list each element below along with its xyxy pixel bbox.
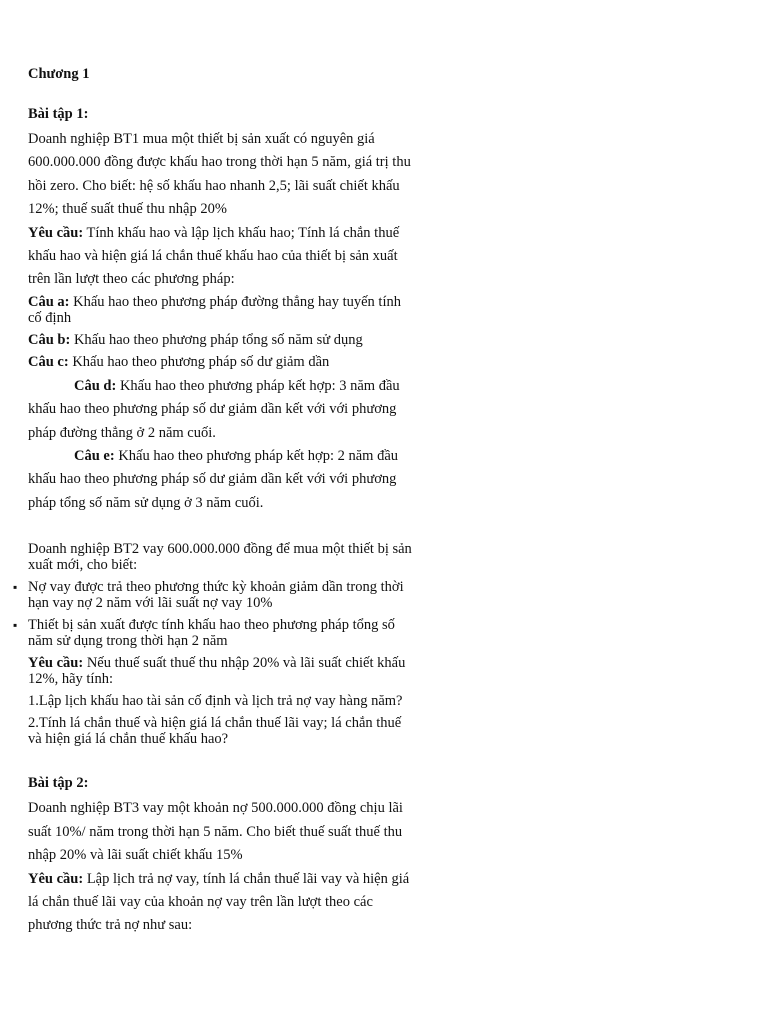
requirement-label: Yêu cầu: (28, 224, 84, 241)
exercise-2-requirement (28, 868, 418, 938)
bt2-item-1: 1.Lập lịch khấu hao tài sản cố định và lịch trả nợ vay hàng năm? (28, 693, 403, 710)
requirement-text: Tính khấu hao và lập lịch khấu hao; Tính lá chắn thuế khấu hao và hiện giá lá chắn thuế khấu hao của thiết bị sản xuất trên lần lượt theo các phương pháp: (28, 224, 400, 288)
question-d-label: Câu d: (74, 377, 117, 394)
question-a-text: Khấu hao theo phương pháp đường thẳng hay tuyến tính cố định (28, 293, 401, 326)
requirement-label: Yêu cầu: (28, 655, 84, 672)
bullet-icon: ▪ (13, 618, 18, 633)
bt2-bullet-2 (13, 617, 418, 650)
question-e-label: Câu e: (74, 448, 115, 465)
question-b (28, 332, 418, 348)
bt2-bullet-1-text: Nợ vay được trả theo phương thức kỳ khoản giảm dần trong thời hạn vay nợ 2 năm với lãi suất nợ vay 10% (28, 579, 404, 612)
exercise-1-intro: Doanh nghiệp BT1 mua một thiết bị sản xuất có nguyên giá 600.000.000 đồng được khấu hao trong thời hạn 5 năm, giá trị thu hồi zero. Cho biết: hệ số khấu hao nhanh 2,5; lãi suất chiết khấu 12%; thuế suất thuế thu nhập 20% (28, 131, 411, 218)
requirement-text: Nếu thuế suất thuế thu nhập 20% và lãi suất chiết khấu 12%, hãy tính: (28, 655, 406, 688)
document-page (13, 64, 418, 938)
bt2-bullet-1 (13, 579, 418, 612)
question-e (28, 445, 418, 515)
bullet-icon: ▪ (13, 580, 18, 595)
requirement-label: Yêu cầu: (28, 870, 84, 887)
bt2-item-2: 2.Tính lá chắn thuế và hiện giá lá chắn thuế lãi vay; lá chắn thuế và hiện giá lá chắn thuế khấu hao? (28, 715, 402, 748)
bt2-bullet-2-text: Thiết bị sản xuất được tính khấu hao theo phương pháp tổng số năm sử dụng trong thời hạn 2 năm (28, 617, 395, 650)
question-c (28, 354, 418, 370)
exercise-1-title: Bài tập 1: (28, 106, 89, 122)
exercise-2-intro: Doanh nghiệp BT3 vay một khoản nợ 500.000.000 đồng chịu lãi suất 10%/ năm trong thời hạn 5 năm. Cho biết thuế suất thuế thu nhập 20% và lãi suất chiết khấu 15% (28, 800, 403, 864)
question-b-text: Khấu hao theo phương pháp tổng số năm sử dụng (70, 331, 363, 348)
question-d-text: Khấu hao theo phương pháp kết hợp: 3 năm đầu khấu hao theo phương pháp số dư giảm dần kết với với phương pháp đường thẳng ở 2 năm cuối. (28, 377, 400, 441)
chapter-title: Chương 1 (28, 66, 90, 82)
requirement-text: Lập lịch trả nợ vay, tính lá chắn thuế lãi vay và hiện giá lá chắn thuế lãi vay của khoản nợ vay trên lần lượt theo các phương thức trả nợ như sau: (28, 870, 410, 934)
question-a-label: Câu a: (28, 293, 70, 310)
exercise-2-title: Bài tập 2: (28, 775, 89, 792)
question-c-label: Câu c: (28, 353, 69, 370)
question-e-text: Khấu hao theo phương pháp kết hợp: 2 năm đầu khấu hao theo phương pháp số dư giảm dần kết với với phương pháp tổng số năm sử dụng ở 3 năm cuối. (28, 448, 399, 511)
bt2-requirement (28, 655, 418, 687)
exercise-1-requirement (28, 222, 418, 292)
question-d (28, 375, 418, 445)
question-c-text: Khấu hao theo phương pháp số dư giảm dần (68, 353, 330, 370)
bt2-intro: Doanh nghiệp BT2 vay 600.000.000 đồng để mua một thiết bị sản xuất mới, cho biết: (28, 541, 412, 574)
question-b-label: Câu b: (28, 331, 71, 348)
question-a (28, 294, 418, 326)
